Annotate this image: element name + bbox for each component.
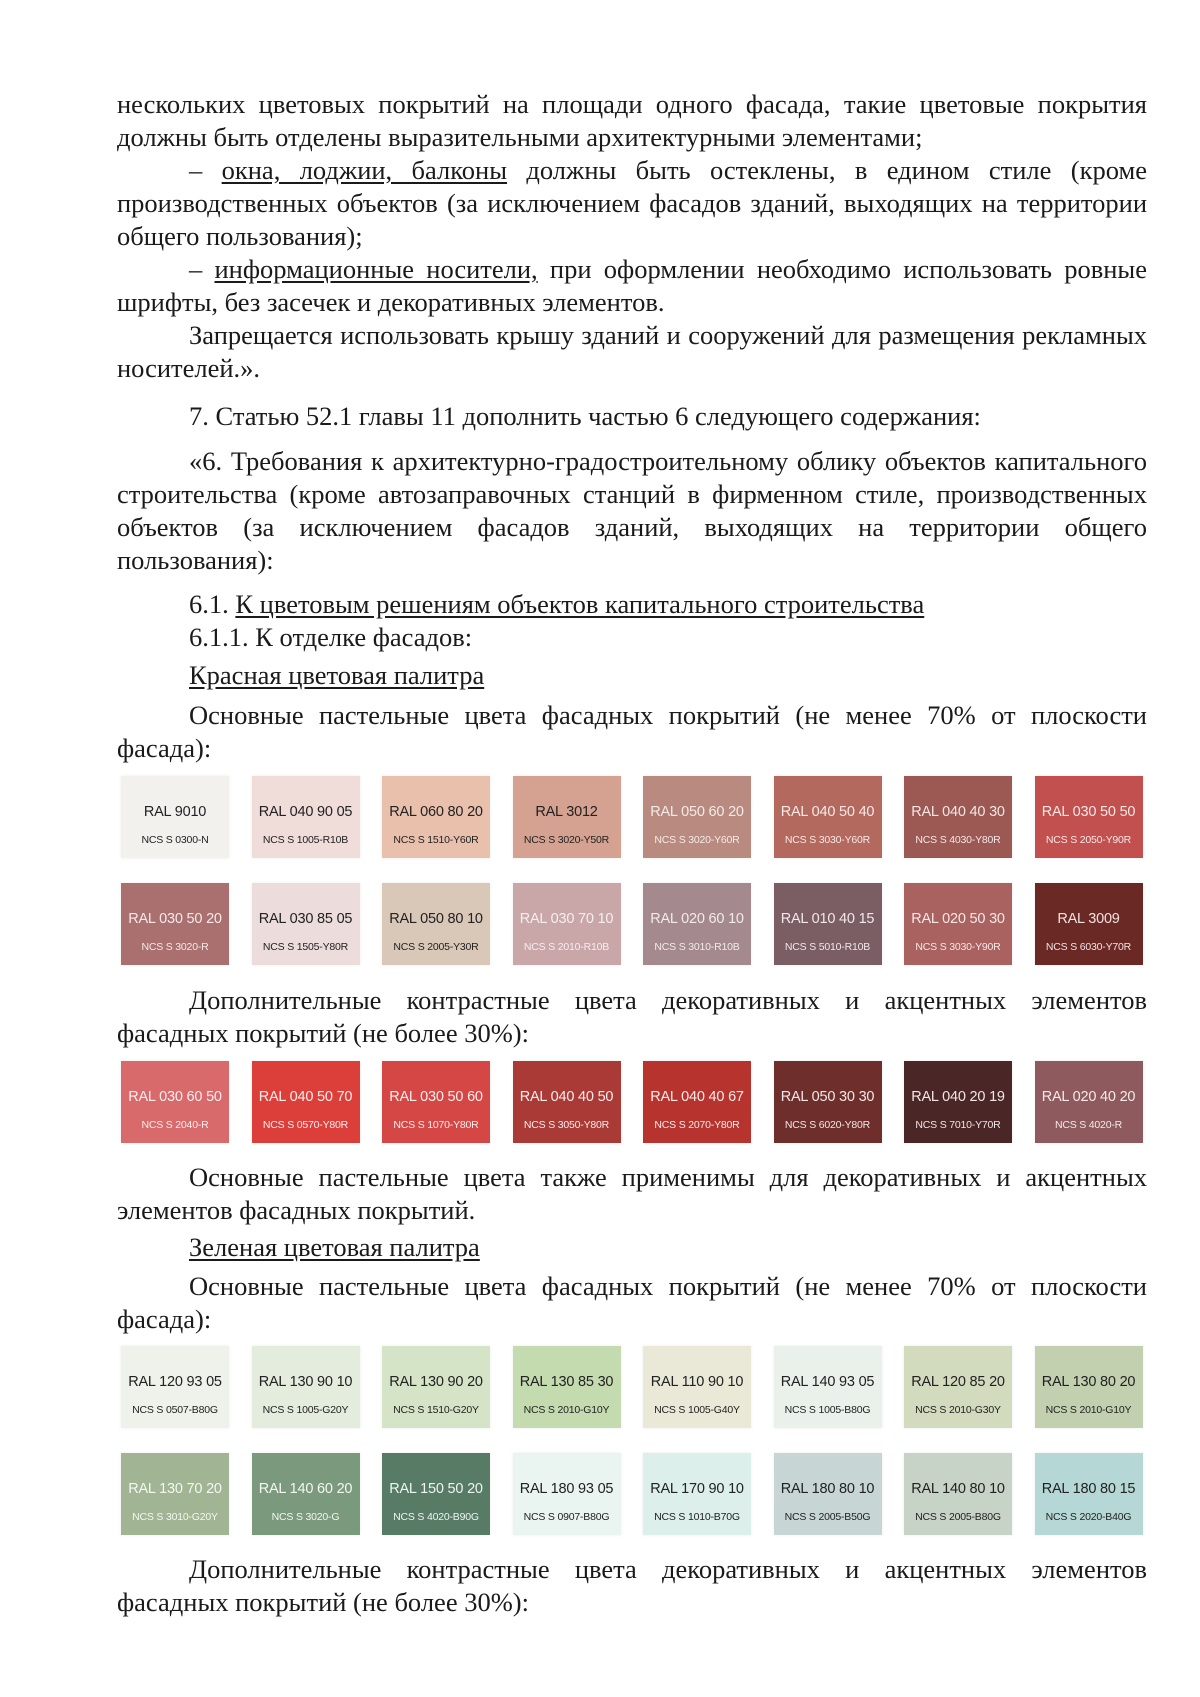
ral-code: RAL 050 30 30	[780, 1089, 875, 1105]
ral-code: RAL 120 85 20	[911, 1374, 1005, 1390]
ncs-code: NCS S 2010-G10Y	[523, 1404, 610, 1416]
ncs-code: NCS S 0300-N	[141, 834, 209, 846]
color-swatch	[904, 883, 1012, 965]
paragraph-text: Основные пастельные цвета фасадных покрытий (не менее 70% от плоскости фасада):	[117, 1271, 1147, 1334]
red-main-caption	[117, 699, 1147, 765]
ncs-code: NCS S 3020-R	[141, 941, 209, 953]
ral-code: RAL 030 50 20	[128, 911, 222, 927]
color-swatch	[252, 1061, 360, 1143]
color-swatch	[1035, 1453, 1143, 1535]
color-swatch	[774, 776, 882, 858]
ncs-code: NCS S 2010-R10B	[523, 941, 610, 953]
color-swatch	[643, 1061, 751, 1143]
red-extra-caption	[117, 984, 1147, 1050]
color-swatch	[774, 1453, 882, 1535]
ral-code: RAL 120 93 05	[128, 1374, 222, 1390]
ncs-code: NCS S 1005-G40Y	[654, 1404, 740, 1416]
ral-code: RAL 110 90 10	[650, 1374, 744, 1390]
ral-code: RAL 030 50 50	[1041, 804, 1136, 820]
paragraph-text: «6. Требования к архитектурно-градостроительному облику объектов капитального строительства (кроме автозаправочных станций в фирменном стиле, производственных объектов (за исключением фасадов зданий, выходящих на территории общего пользования):	[117, 446, 1147, 575]
green-main-caption	[117, 1270, 1147, 1336]
ral-code: RAL 170 90 10	[650, 1481, 744, 1497]
ral-code: RAL 140 60 20	[258, 1481, 353, 1497]
color-swatch	[382, 1453, 490, 1535]
ral-code: RAL 040 40 50	[519, 1089, 614, 1105]
ral-code: RAL 020 50 30	[911, 911, 1005, 927]
paragraph-text: должны быть остеклены, в едином стиле (кроме производственных объектов (за исключением фасадов зданий, выходящих на территории общего пользования);	[117, 155, 1148, 251]
ral-code: RAL 040 40 30	[911, 804, 1005, 820]
color-swatch	[121, 1453, 229, 1535]
ncs-code: NCS S 2040-R	[141, 1119, 209, 1131]
color-swatch	[513, 1061, 621, 1143]
ncs-code: NCS S 3050-Y80R	[523, 1119, 610, 1131]
ral-code: RAL 050 60 20	[650, 804, 744, 820]
dash: –	[189, 254, 215, 284]
ral-code: RAL 020 40 20	[1041, 1089, 1136, 1105]
ral-code: RAL 3009	[1057, 911, 1120, 927]
ncs-code: NCS S 0507-B80G	[132, 1404, 218, 1416]
color-swatch	[1035, 1346, 1143, 1428]
color-swatch	[774, 883, 882, 965]
ncs-code: NCS S 2020-B40G	[1045, 1511, 1132, 1523]
red-note	[117, 1161, 1147, 1227]
underlined-term: информационные носители,	[214, 254, 538, 284]
ral-code: RAL 140 93 05	[780, 1374, 875, 1390]
ncs-code: NCS S 0907-B80G	[523, 1511, 610, 1523]
ral-code: RAL 020 60 10	[650, 911, 744, 927]
ral-code: RAL 150 50 20	[389, 1481, 483, 1497]
palette-heading: Зеленая цветовая палитра	[189, 1232, 480, 1262]
paragraph-text: 6.1.1. К отделке фасадов:	[189, 622, 473, 652]
ncs-code: NCS S 0570-Y80R	[262, 1119, 349, 1131]
section-title: К цветовым решениям объектов капитального строительства	[235, 589, 925, 619]
color-swatch	[774, 1061, 882, 1143]
ncs-code: NCS S 3010-R10B	[654, 941, 740, 953]
section-number: 6.1.	[189, 589, 236, 619]
paragraph-6-1	[117, 588, 1147, 621]
ral-code: RAL 130 90 20	[389, 1374, 483, 1390]
ral-code: RAL 030 85 05	[258, 911, 353, 927]
ncs-code: NCS S 3020-Y50R	[523, 834, 610, 846]
ral-code: RAL 030 70 10	[519, 911, 614, 927]
paragraph-article-7	[117, 400, 1147, 433]
ncs-code: NCS S 5010-R10B	[784, 941, 871, 953]
ncs-code: NCS S 6020-Y80R	[784, 1119, 871, 1131]
ncs-code: NCS S 1005-B80G	[784, 1404, 871, 1416]
red-palette-heading	[117, 659, 1147, 692]
color-swatch	[904, 1346, 1012, 1428]
ncs-code: NCS S 2070-Y80R	[654, 1119, 740, 1131]
ral-code: RAL 9010	[143, 804, 207, 820]
ncs-code: NCS S 2005-B80G	[915, 1511, 1001, 1523]
paragraph-text: Дополнительные контрастные цвета декоративных и акцентных элементов фасадных покрытий (не более 30%):	[117, 985, 1147, 1048]
palette-heading: Красная цветовая палитра	[189, 660, 485, 690]
ral-code: RAL 040 50 70	[258, 1089, 353, 1105]
color-swatch	[643, 883, 751, 965]
color-swatch	[643, 1453, 751, 1535]
color-swatch	[513, 776, 621, 858]
ral-code: RAL 180 80 10	[780, 1481, 875, 1497]
color-swatch	[774, 1346, 882, 1428]
color-swatch	[121, 776, 229, 858]
ral-code: RAL 030 50 60	[389, 1089, 483, 1105]
dash: –	[189, 155, 222, 185]
ral-code: RAL 010 40 15	[780, 911, 875, 927]
ncs-code: NCS S 4020-B90G	[393, 1511, 479, 1523]
ral-code: RAL 3012	[535, 804, 598, 820]
ral-code: RAL 050 80 10	[389, 911, 483, 927]
ncs-code: NCS S 1005-R10B	[262, 834, 349, 846]
paragraph-text: Запрещается использовать крышу зданий и сооружений для размещения рекламных носителей.».	[117, 320, 1147, 383]
color-swatch	[252, 1346, 360, 1428]
ncs-code: NCS S 2050-Y90R	[1045, 834, 1132, 846]
paragraph-text: Основные пастельные цвета фасадных покрытий (не менее 70% от плоскости фасада):	[117, 700, 1147, 763]
ral-code: RAL 130 85 30	[519, 1374, 614, 1390]
ncs-code: NCS S 1510-Y60R	[393, 834, 479, 846]
paragraph-text: Дополнительные контрастные цвета декоративных и акцентных элементов фасадных покрытий (не более 30%):	[117, 1554, 1147, 1617]
color-swatch	[252, 883, 360, 965]
color-swatch	[643, 1346, 751, 1428]
ncs-code: NCS S 2005-Y30R	[393, 941, 479, 953]
green-palette-heading	[117, 1231, 1147, 1264]
paragraph-requirements	[117, 445, 1147, 577]
color-swatch	[121, 1346, 229, 1428]
color-swatch	[382, 1061, 490, 1143]
ral-code: RAL 060 80 20	[389, 804, 483, 820]
green-extra-caption	[117, 1553, 1147, 1619]
paragraph-continuation	[117, 88, 1147, 154]
paragraph-text: при оформлении необходимо использовать ровные шрифты, без засечек и декоративных элементов.	[117, 254, 1148, 317]
ncs-code: NCS S 3030-Y60R	[784, 834, 871, 846]
ncs-code: NCS S 3010-G20Y	[132, 1511, 218, 1523]
color-swatch	[382, 883, 490, 965]
ncs-code: NCS S 3020-G	[271, 1511, 340, 1523]
color-swatch	[1035, 776, 1143, 858]
color-swatch	[121, 883, 229, 965]
ncs-code: NCS S 3030-Y90R	[915, 941, 1001, 953]
color-swatch	[513, 1346, 621, 1428]
ral-code: RAL 030 60 50	[128, 1089, 222, 1105]
ncs-code: NCS S 2010-G30Y	[915, 1404, 1001, 1416]
ncs-code: NCS S 2005-B50G	[784, 1511, 871, 1523]
color-swatch	[1035, 1061, 1143, 1143]
paragraph-text: нескольких цветовых покрытий на площади одного фасада, такие цветовые покрытия должны быть отделены выразительными архитектурными элементами;	[117, 89, 1147, 152]
color-swatch	[382, 1346, 490, 1428]
color-swatch	[904, 1061, 1012, 1143]
ncs-code: NCS S 3020-Y60R	[654, 834, 740, 846]
color-swatch	[252, 776, 360, 858]
color-swatch	[513, 1453, 621, 1535]
paragraph-roof-ban	[117, 319, 1147, 385]
paragraph-6-1-1	[117, 621, 1147, 654]
ral-code: RAL 130 90 10	[258, 1374, 353, 1390]
ral-code: RAL 140 80 10	[911, 1481, 1005, 1497]
color-swatch	[643, 776, 751, 858]
ral-code: RAL 040 90 05	[258, 804, 353, 820]
ral-code: RAL 040 50 40	[780, 804, 875, 820]
paragraph-windows	[117, 154, 1147, 253]
color-swatch	[382, 776, 490, 858]
color-swatch	[904, 776, 1012, 858]
ncs-code: NCS S 4020-R	[1054, 1119, 1123, 1131]
ral-code: RAL 180 93 05	[519, 1481, 614, 1497]
ncs-code: NCS S 2010-G10Y	[1045, 1404, 1132, 1416]
color-swatch	[513, 883, 621, 965]
ncs-code: NCS S 1005-G20Y	[262, 1404, 349, 1416]
ncs-code: NCS S 1010-B70G	[654, 1511, 740, 1523]
paragraph-text: Основные пастельные цвета также применимы для декоративных и акцентных элементов фасадных покрытий.	[117, 1162, 1147, 1225]
ncs-code: NCS S 1510-G20Y	[393, 1404, 479, 1416]
color-swatch	[121, 1061, 229, 1143]
ral-code: RAL 130 70 20	[128, 1481, 222, 1497]
ncs-code: NCS S 1070-Y80R	[393, 1119, 479, 1131]
ral-code: RAL 180 80 15	[1041, 1481, 1136, 1497]
ncs-code: NCS S 4030-Y80R	[915, 834, 1001, 846]
color-swatch	[252, 1453, 360, 1535]
ncs-code: NCS S 1505-Y80R	[262, 941, 349, 953]
ncs-code: NCS S 6030-Y70R	[1045, 941, 1132, 953]
paragraph-text: 7. Статью 52.1 главы 11 дополнить частью 6 следующего содержания:	[189, 401, 981, 431]
color-swatch	[904, 1453, 1012, 1535]
ncs-code: NCS S 7010-Y70R	[915, 1119, 1001, 1131]
ral-code: RAL 040 20 19	[911, 1089, 1005, 1105]
paragraph-info-carriers	[117, 253, 1147, 319]
ral-code: RAL 130 80 20	[1041, 1374, 1136, 1390]
color-swatch	[1035, 883, 1143, 965]
underlined-term: окна, лоджии, балконы	[221, 155, 508, 185]
ral-code: RAL 040 40 67	[650, 1089, 744, 1105]
